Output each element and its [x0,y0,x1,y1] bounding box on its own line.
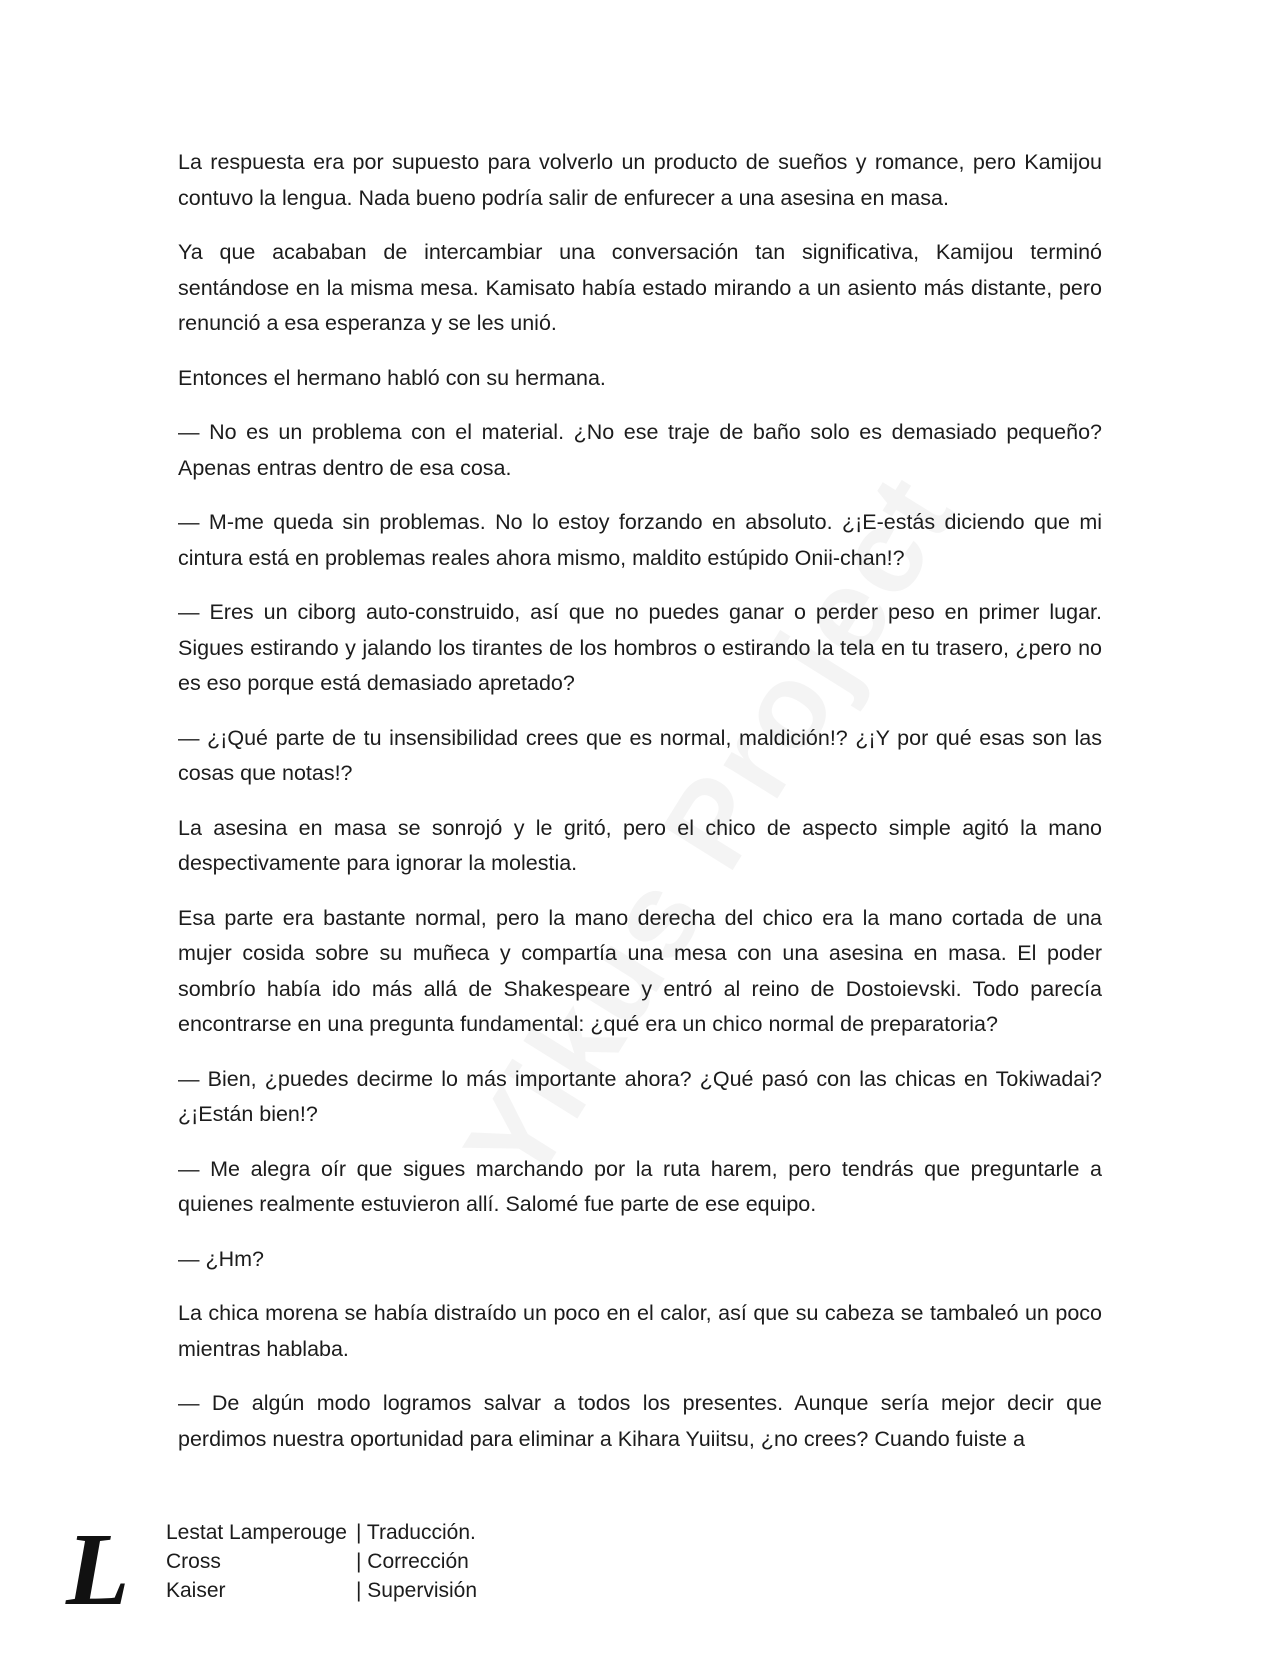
credit-row [166,1518,477,1547]
dialogue-paragraph: — Bien, ¿puedes decirme lo más importante ahora? ¿Qué pasó con las chicas en Tokiwadai? ¿¡Están bien!? [178,1066,1102,1126]
dialogue-paragraph: — De algún modo logramos salvar a todos los presentes. Aunque sería mejor decir que perdimos nuestra oportunidad para eliminar a Kihara Yuiitsu, ¿no crees? Cuando fuiste a [178,1391,1102,1451]
credits-table [166,1518,477,1605]
credit-name: Kaiser [166,1579,226,1602]
credit-name: Lestat Lamperouge [166,1521,347,1544]
dialogue-paragraph: — ¿¡Qué parte de tu insensibilidad crees que es normal, maldición!? ¿¡Y por qué esas son las cosas que notas!? [178,725,1102,785]
l-logo-icon: L [66,1512,130,1627]
dialogue-paragraph: — M-me queda sin problemas. No lo estoy forzando en absoluto. ¿¡E-estás diciendo que mi cintura está en problemas reales ahora mismo, maldito estúpido Onii-chan!? [178,510,1102,570]
paragraph: La respuesta era por supuesto para volverlo un producto de sueños y romance, pero Kamijou contuvo la lengua. Nada bueno podría salir de enfurecer a una asesina en masa. [178,150,1102,210]
credit-row [166,1576,477,1605]
dialogue-paragraph: — ¿Hm? [178,1246,264,1271]
credit-role: | Corrección [356,1550,469,1573]
footer-credits [66,1512,626,1628]
credit-row [166,1547,477,1576]
paragraph: Entonces el hermano habló con su hermana. [178,365,606,390]
paragraph: La chica morena se había distraído un poco en el calor, así que su cabeza se tambaleó un poco mientras hablaba. [178,1301,1102,1361]
paragraph: Esa parte era bastante normal, pero la mano derecha del chico era la mano cortada de una mujer cosida sobre su muñeca y compartía una mesa con una asesina en masa. El poder sombrío había ido más allá de Shakespeare y entró al reino de Dostoievski. Todo parecía encontrarse en una pregunta fundamental: ¿qué era un chico normal de preparatoria? [178,905,1102,1036]
credit-role: | Traducción. [356,1521,476,1544]
paragraph: Ya que acababan de intercambiar una conversación tan significativa, Kamijou terminó sentándose en la misma mesa. Kamisato había estado mirando a un asiento más distante, pero renunció a esa esperanza y se les unió. [178,240,1102,335]
dialogue-paragraph: — Me alegra oír que sigues marchando por la ruta harem, pero tendrás que preguntarle a quienes realmente estuvieron allí. Salomé fue parte de ese equipo. [178,1156,1102,1216]
document-body [178,145,1102,1476]
dialogue-paragraph: — Eres un ciborg auto-construido, así que no puedes ganar o perder peso en primer lugar. Sigues estirando y jalando los tirantes de los hombros o estirando la tela en tu trasero, ¿pero no es eso porque está demasiado apretado? [178,600,1102,695]
credit-name: Cross [166,1550,221,1573]
paragraph: La asesina en masa se sonrojó y le gritó, pero el chico de aspecto simple agitó la mano despectivamente para ignorar la molestia. [178,815,1102,875]
dialogue-paragraph: — No es un problema con el material. ¿No ese traje de baño solo es demasiado pequeño? Apenas entras dentro de esa cosa. [178,420,1102,480]
credit-role: | Supervisión [356,1579,478,1602]
